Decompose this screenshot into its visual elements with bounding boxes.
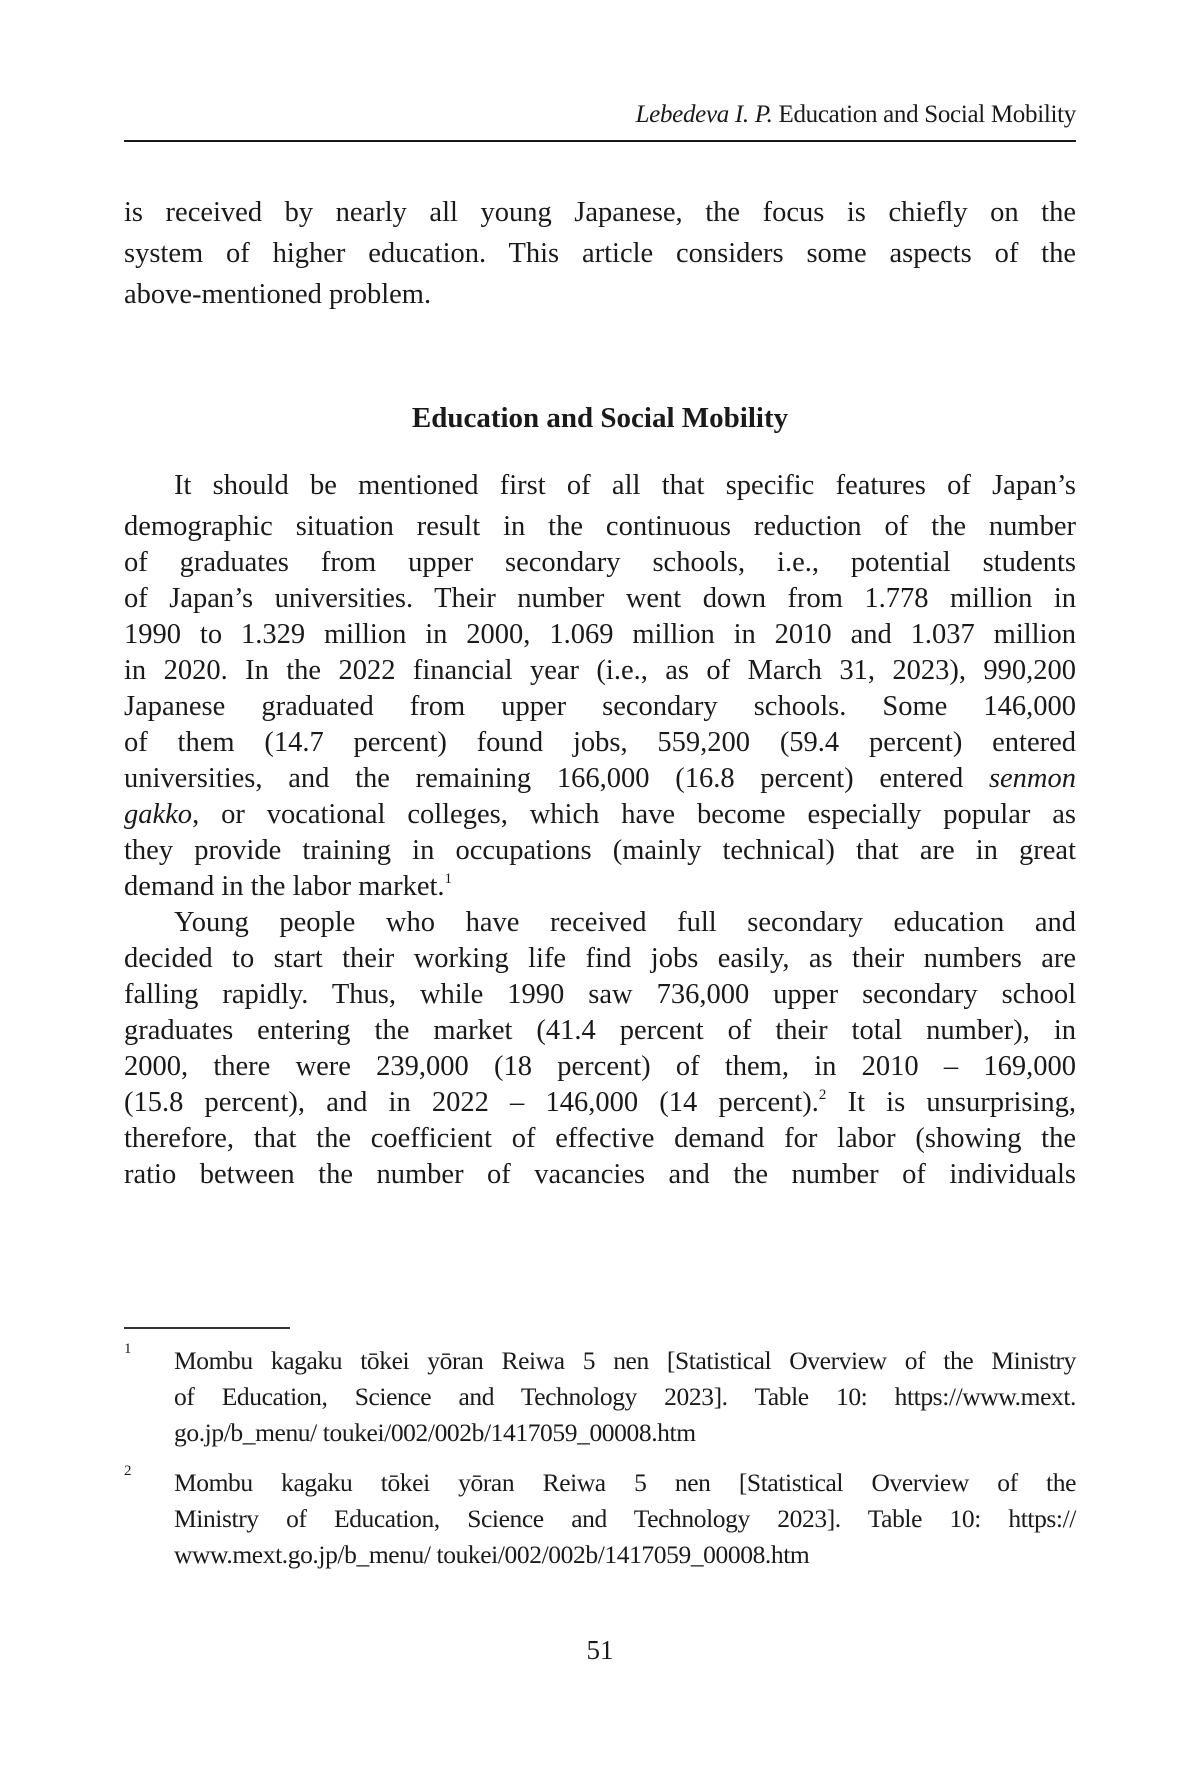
footnote-line: Mombu kagaku tōkei yōran Reiwa 5 nen [Statistical Overview of the Ministry xyxy=(174,1346,1076,1375)
italic-term: senmon xyxy=(988,763,1077,794)
text-line: of them (14.7 percent) found jobs, 559,200 (59.4 percent) entered xyxy=(124,727,1076,758)
running-head-title: Education and Social Mobility xyxy=(778,101,1076,128)
running-head xyxy=(124,100,1076,130)
text-line: graduates entering the market (41.4 percent of their total number), in xyxy=(124,1015,1076,1046)
text-line: decided to start their working life find jobs easily, as their numbers are xyxy=(124,943,1076,974)
footnote-link[interactable]: go.jp/b_menu/ toukei/002/002b/1417059_00008.htm xyxy=(174,1418,696,1447)
header-rule xyxy=(124,140,1076,142)
text-line: therefore, that the coefficient of effective demand for labor (showing the xyxy=(124,1123,1076,1154)
text-line: ratio between the number of vacancies and the number of individuals xyxy=(124,1159,1076,1190)
italic-term: gakko xyxy=(124,799,193,830)
footnote-link[interactable]: www.mext.go.jp/b_menu/ toukei/002/002b/1417059_00008.htm xyxy=(174,1540,810,1569)
text-line: is received by nearly all young Japanese, the focus is chiefly on the xyxy=(124,197,1076,228)
text-line: demographic situation result in the continuous reduction of the number xyxy=(124,511,1076,542)
footnote-number: 2 xyxy=(124,1463,132,1479)
footnote-line[interactable]: Ministry of Education, Science and Technology 2023]. Table 10: https:// xyxy=(174,1504,1076,1533)
footnote-separator xyxy=(124,1327,290,1329)
text-line: system of higher education. This article considers some aspects of the xyxy=(124,238,1076,269)
text-segment: universities, and the remaining 166,000 (16.8 percent) entered xyxy=(124,763,964,794)
text-segment: It is unsurprising, xyxy=(826,1087,1076,1118)
text-line: 1990 to 1.329 million in 2000, 1.069 million in 2010 and 1.037 million xyxy=(124,619,1076,650)
text-line: of graduates from upper secondary schools, i.e., potential students xyxy=(124,547,1076,578)
text-line: 2000, there were 239,000 (18 percent) of them, in 2010 – 169,000 xyxy=(124,1051,1076,1082)
text-line: Young people who have received full secondary education and xyxy=(174,907,1076,938)
footnote-reference[interactable]: 2 xyxy=(818,1087,827,1103)
text-line: It should be mentioned first of all that specific features of Japan’s xyxy=(174,470,1076,501)
text-line xyxy=(124,1082,1076,1123)
footnote-number: 1 xyxy=(124,1341,132,1357)
text-line: they provide training in occupations (mainly technical) that are in great xyxy=(124,835,1076,866)
text-segment: (15.8 percent), and in 2022 – 146,000 (14 percent). xyxy=(124,1087,819,1118)
text-line xyxy=(124,794,1076,835)
footnote-line[interactable]: of Education, Science and Technology 2023]. Table 10: https://www.mext. xyxy=(174,1382,1076,1411)
text-line: Japanese graduated from upper secondary schools. Some 146,000 xyxy=(124,691,1076,722)
footnote-line: Mombu kagaku tōkei yōran Reiwa 5 nen [Statistical Overview of the xyxy=(174,1468,1076,1497)
footnote-reference[interactable]: 1 xyxy=(444,871,453,887)
page-number: 51 xyxy=(586,1635,614,1665)
running-head-author: Lebedeva I. P. xyxy=(635,101,773,128)
text-line xyxy=(124,866,1076,907)
text-segment: , or vocational colleges, which have become especially popular as xyxy=(192,799,1076,830)
text-line: in 2020. In the 2022 financial year (i.e., as of March 31, 2023), 990,200 xyxy=(124,655,1076,686)
text-line: falling rapidly. Thus, while 1990 saw 736,000 upper secondary school xyxy=(124,979,1076,1010)
text-line: above-mentioned problem. xyxy=(124,279,432,310)
text-line xyxy=(124,758,1076,799)
text-line: of Japan’s universities. Their number went down from 1.778 million in xyxy=(124,583,1076,614)
section-heading: Education and Social Mobility xyxy=(411,402,789,434)
text-segment: demand in the labor market. xyxy=(124,871,445,902)
